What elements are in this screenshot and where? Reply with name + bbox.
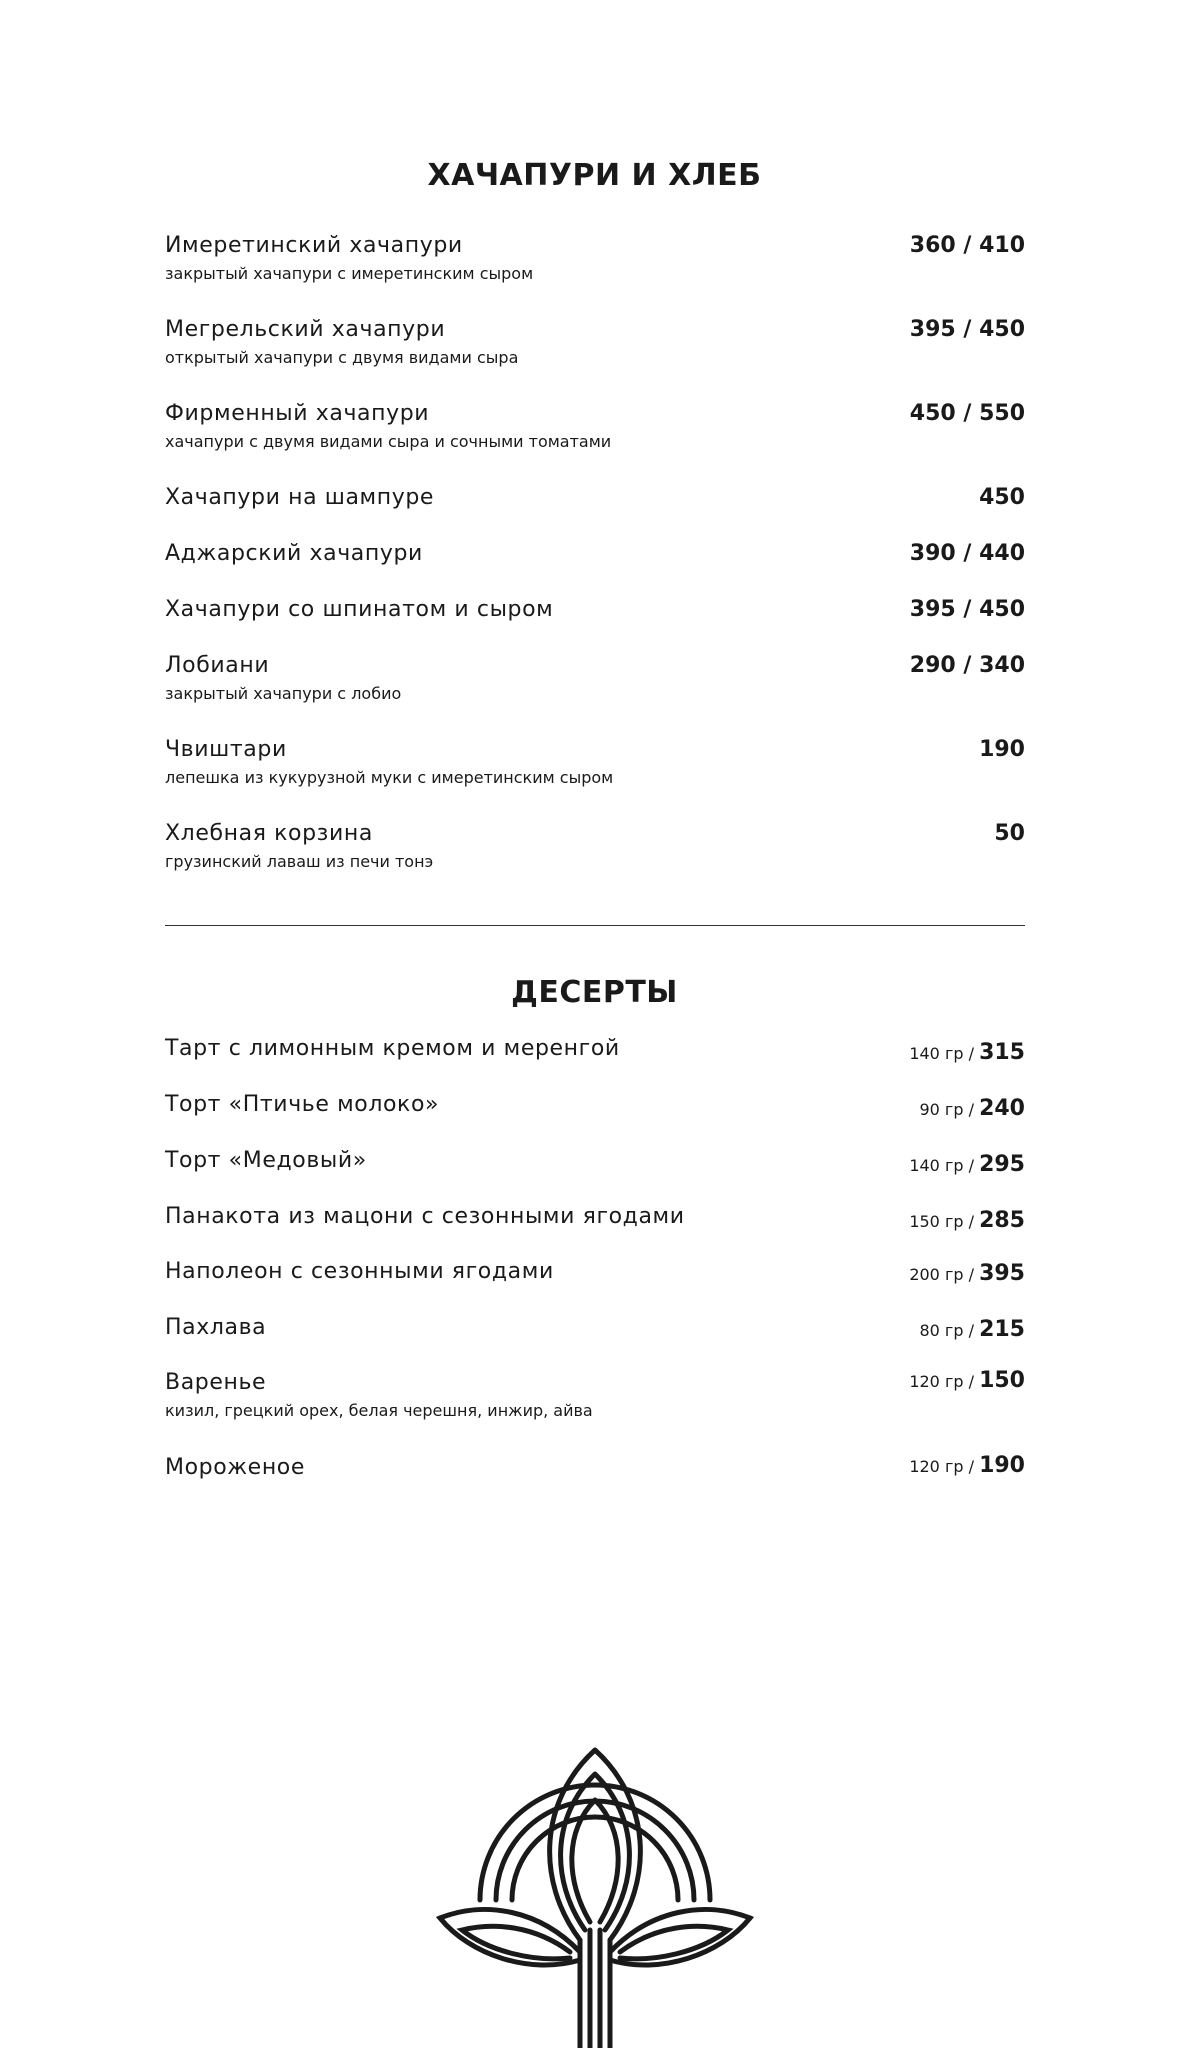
item-name: Тарт с лимонным кремом и меренгой [165, 1036, 620, 1061]
menu-item [165, 233, 1025, 284]
item-price: 360 / 410 [909, 233, 1025, 258]
item-name: Пахлава [165, 1315, 267, 1340]
item-name: Хачапури со шпинатом и сыром [165, 597, 554, 622]
section-title-desserts: ДЕСЕРТЫ [511, 975, 678, 1010]
item-name: Торт «Птичье молоко» [165, 1092, 440, 1117]
item-name: Фирменный хачапури [165, 401, 430, 426]
item-description: закрытый хачапури с имеретинским сыром [165, 264, 534, 283]
menu-item [165, 485, 1025, 511]
item-price-value: 315 [979, 1040, 1025, 1065]
item-name: Чвиштари [165, 737, 287, 762]
item-name: Мегрельский хачапури [165, 317, 446, 342]
item-price [909, 1368, 1025, 1395]
menu-item [165, 401, 1025, 452]
item-weight: 140 гр / [909, 1156, 980, 1175]
menu-item [165, 1315, 1025, 1341]
item-name: Лобиани [165, 653, 270, 678]
menu-item [165, 1092, 1025, 1121]
item-price-value: 215 [979, 1317, 1025, 1342]
section-divider [165, 925, 1025, 926]
item-price: 450 / 550 [909, 401, 1025, 426]
menu-item [165, 653, 1025, 704]
item-price [919, 1317, 1025, 1344]
item-name: Варенье [165, 1370, 267, 1395]
menu-item [165, 737, 1025, 788]
item-price: 190 [979, 737, 1025, 762]
item-name: Панакота из мацони с сезонными ягодами [165, 1204, 685, 1229]
item-description: лепешка из кукурузной муки с имеретинским сыром [165, 768, 614, 787]
item-description: хачапури с двумя видами сыра и сочными томатами [165, 432, 612, 451]
item-weight: 90 гр / [919, 1100, 980, 1119]
item-price: 395 / 450 [909, 317, 1025, 342]
item-price-value: 395 [979, 1261, 1025, 1286]
item-name: Имеретинский хачапури [165, 233, 463, 258]
item-name: Хачапури на шампуре [165, 485, 435, 510]
item-price: 395 / 450 [909, 597, 1025, 622]
menu-item [165, 1036, 1025, 1065]
item-weight: 80 гр / [919, 1321, 980, 1340]
item-price: 390 / 440 [909, 541, 1025, 566]
item-price-value: 240 [979, 1096, 1025, 1121]
menu-item [165, 541, 1025, 567]
item-name: Аджарский хачапури [165, 541, 423, 566]
item-price: 50 [994, 821, 1025, 846]
item-price-value: 190 [979, 1453, 1025, 1478]
item-name: Наполеон с сезонными ягодами [165, 1259, 554, 1284]
menu-item [165, 1455, 1025, 1481]
item-price [909, 1152, 1025, 1179]
item-description: открытый хачапури с двумя видами сыра [165, 348, 519, 367]
item-description: кизил, грецкий орех, белая черешня, инжир, айва [165, 1401, 593, 1420]
item-price-value: 285 [979, 1208, 1025, 1233]
item-price [909, 1261, 1025, 1288]
item-weight: 200 гр / [909, 1265, 980, 1284]
item-weight: 150 гр / [909, 1212, 980, 1231]
item-weight: 120 гр / [909, 1457, 980, 1476]
item-description: грузинский лаваш из печи тонэ [165, 852, 434, 871]
item-price: 450 [979, 485, 1025, 510]
tree-leaf-logo-icon [430, 1690, 760, 2048]
item-name: Хлебная корзина [165, 821, 373, 846]
item-price [909, 1040, 1025, 1067]
item-name: Торт «Медовый» [165, 1148, 367, 1173]
menu-item [165, 317, 1025, 368]
section-title-khachapuri: ХАЧАПУРИ И ХЛЕБ [427, 158, 762, 193]
item-description: закрытый хачапури с лобио [165, 684, 402, 703]
item-price: 290 / 340 [909, 653, 1025, 678]
item-price [919, 1096, 1025, 1123]
menu-item [165, 1204, 1025, 1233]
item-price-value: 295 [979, 1152, 1025, 1177]
menu-item [165, 1148, 1025, 1177]
item-weight: 120 гр / [909, 1372, 980, 1391]
item-price-value: 150 [979, 1368, 1025, 1393]
menu-item [165, 1259, 1025, 1285]
item-weight: 140 гр / [909, 1044, 980, 1063]
menu-item [165, 821, 1025, 872]
menu-item [165, 597, 1025, 623]
item-price [909, 1453, 1025, 1480]
item-name: Мороженое [165, 1455, 305, 1480]
menu-item [165, 1370, 1025, 1421]
item-price [909, 1208, 1025, 1235]
